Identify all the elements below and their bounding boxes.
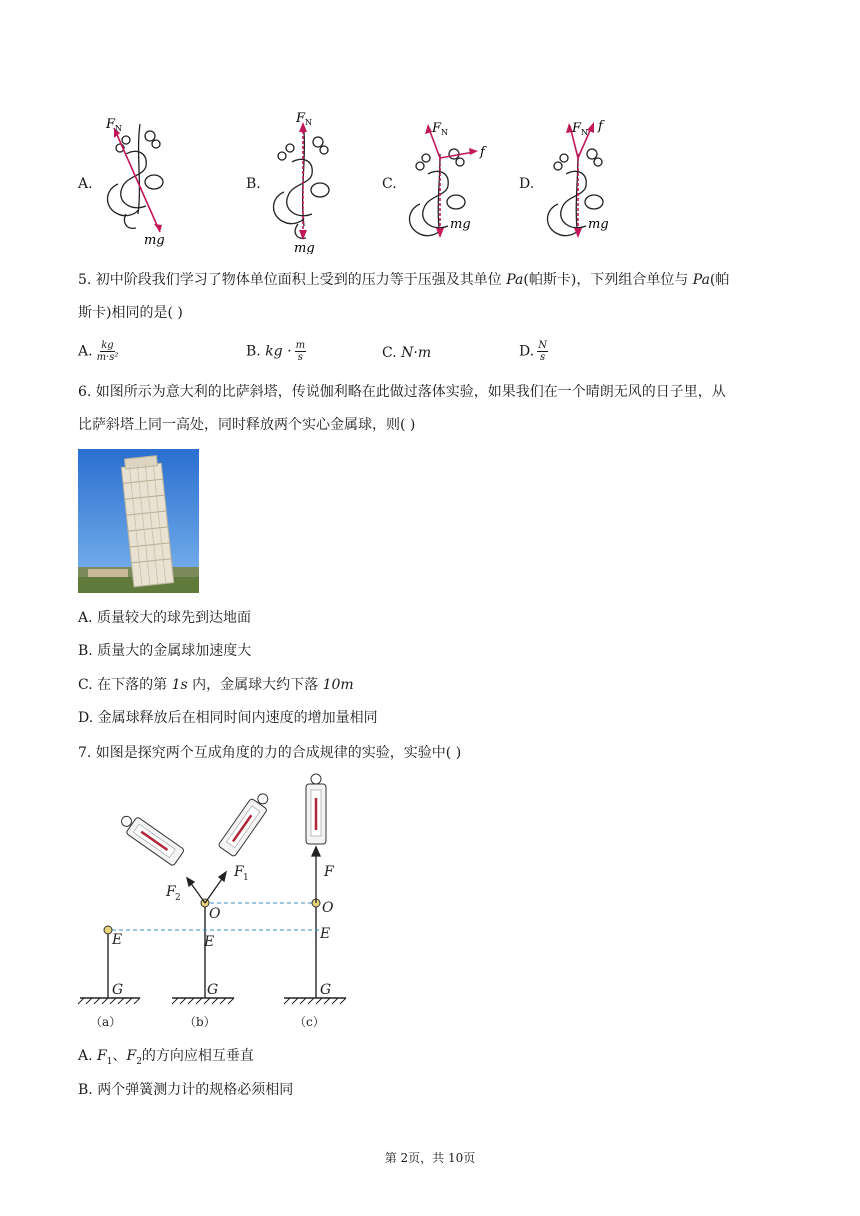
monkey-figure-d <box>534 114 634 248</box>
label-e-a: E <box>112 932 123 948</box>
monkey-figure-a <box>96 114 182 248</box>
fn-label-d: F <box>572 121 582 136</box>
label-f2-sub: 2 <box>175 893 181 903</box>
q4-option-c-label: C. <box>382 176 397 192</box>
q5-option-b-den: s <box>297 352 303 363</box>
mg-label-b: mg <box>294 241 315 254</box>
label-f1-sub: 1 <box>243 873 249 883</box>
q4-option-a-label: A. <box>78 176 93 192</box>
q5-stem-line2: 斯卡)相同的是( ) <box>78 305 183 321</box>
q5-text-b: (帕斯卡)，下列组合单位与 <box>523 272 693 288</box>
f-label-d: f <box>598 119 603 134</box>
q5-option-a-num: kg <box>101 340 114 351</box>
q6-option-d: D. 金属球释放后在相同时间内速度的增加量相同 <box>78 710 378 726</box>
q6-stem-line1: 6. 如图所示为意大利的比萨斜塔，传说伽利略在此做过落体实验，如果我们在一个晴朗无风的日子里，从 <box>78 384 726 400</box>
q7-option-a-text: 的方向应相互垂直 <box>141 1048 254 1064</box>
label-g-c: G <box>320 982 332 998</box>
label-g-b: G <box>207 982 219 998</box>
q6-option-b: B. 质量大的金属球加速度大 <box>78 643 252 659</box>
fn-label-b: F <box>296 111 306 126</box>
label-e-c: E <box>320 926 331 942</box>
mg-label-a: mg <box>144 233 165 248</box>
monkey-figure-b <box>262 108 348 254</box>
pisa-tower-photo <box>78 449 199 593</box>
q7-option-a-f1: F <box>97 1048 107 1064</box>
caption-c: （c） <box>294 1015 325 1029</box>
fn-sub-c: N <box>441 128 448 137</box>
q5-option-d <box>519 340 548 363</box>
q7-option-a-f2-sub: 2 <box>136 1056 142 1067</box>
q4-option-d-label: D. <box>519 176 535 192</box>
q5-option-c-label: C. <box>382 345 397 361</box>
q5-pa-1: Pa <box>506 272 524 288</box>
q4-option-b-label: B. <box>246 176 261 192</box>
label-f-c: F <box>324 864 334 880</box>
q5-option-a <box>78 340 119 363</box>
fn-sub-b: N <box>305 118 312 127</box>
q5-pa-2: Pa <box>692 272 710 288</box>
q6-option-c-text-a: C. 在下落的第 <box>78 677 172 693</box>
fn-sub-d: N <box>581 128 588 137</box>
q6-option-c-distance: 10m <box>322 677 354 693</box>
label-f1: F <box>234 864 244 880</box>
monkey-figure-c <box>396 114 496 248</box>
fn-label-a: F <box>106 117 116 132</box>
caption-b: （b） <box>184 1015 216 1029</box>
q6-option-c-text-b: 内，金属球大约下落 <box>187 677 323 693</box>
mg-label-c: mg <box>450 217 471 232</box>
q5-option-b-label: B. <box>246 343 261 360</box>
q6-stem-line2: 比萨斜塔上同一高处，同时释放两个实心金属球，则( ) <box>78 417 416 433</box>
label-o-c: O <box>322 900 334 916</box>
q5-text-a: 5. 初中阶段我们学习了物体单位面积上受到的压力等于压强及其单位 <box>78 272 507 288</box>
q7-option-a-label: A. <box>78 1048 98 1064</box>
q5-option-a-den: m·s² <box>96 352 119 363</box>
q5-option-b <box>246 340 306 363</box>
q7-option-a-sep: 、 <box>112 1048 127 1064</box>
fn-sub-a: N <box>115 124 122 133</box>
q5-option-d-den: s <box>539 352 546 363</box>
q7-option-a <box>78 1046 254 1072</box>
q5-option-c <box>382 343 431 363</box>
label-f2: F <box>166 884 176 900</box>
mg-label-d: mg <box>588 217 609 232</box>
q7-stem-line1: 7. 如图是探究两个互成角度的力的合成规律的实验，实验中( ) <box>78 745 462 761</box>
force-composition-figure <box>76 772 366 1034</box>
caption-a: （a） <box>90 1015 122 1029</box>
q7-option-b: B. 两个弹簧测力计的规格必须相同 <box>78 1082 294 1098</box>
f-label-c: f <box>480 145 485 160</box>
q6-option-c-time: 1s <box>171 677 188 693</box>
q5-option-b-pre: kg · <box>265 343 292 360</box>
q5-text-c: (帕 <box>709 272 730 288</box>
q6-option-a: A. 质量较大的球先到达地面 <box>78 610 252 626</box>
q6-option-c <box>78 675 354 695</box>
label-o-b: O <box>209 906 221 922</box>
q5-option-b-num: m <box>295 340 306 351</box>
label-g-a: G <box>112 982 124 998</box>
q7-option-a-f1-sub: 1 <box>106 1056 113 1067</box>
q7-option-a-f2: F <box>126 1048 137 1064</box>
page-footer: 第 2页，共 10页 <box>384 1151 476 1165</box>
q5-option-a-label: A. <box>78 343 93 360</box>
q5-stem-line1 <box>78 270 729 290</box>
q5-option-d-label: D. <box>519 343 535 360</box>
q5-option-d-num: N <box>538 340 547 351</box>
label-e-b: E <box>204 934 215 950</box>
fn-label-c: F <box>432 121 442 136</box>
q5-option-c-text: N·m <box>401 345 432 361</box>
